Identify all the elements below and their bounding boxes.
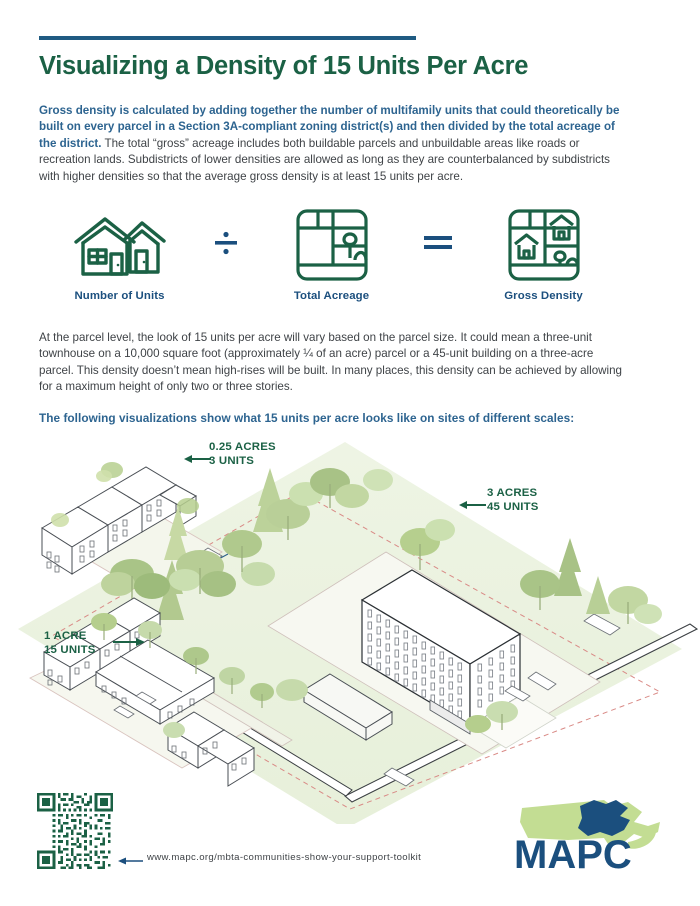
intro-paragraph-rest: The total “gross” acreage includes both buildable parcels and unbuildable areas like roads or recreation lands. Subdistricts of lower densities are allowed as long as they are counterbalanced by subdistricts with higher densities so that the average gross density is at least 15 units per acre. (39, 136, 610, 183)
callout-quarter-acre-arrow-icon (184, 453, 212, 465)
formula-result (469, 206, 619, 302)
callout-one-acre-units: 15 UNITS (44, 643, 96, 656)
callout-three-acre-units: 45 UNITS (487, 500, 539, 513)
parcel-level-paragraph: At the parcel level, the look of 15 units per acre will vary based on the parcel size. It could mean a three-unit townhouse on a 10,000 square foot (approximately ¼ of an acre) parcel or a 45-unit building on a three-acre parcel. This density doesn’t mean high-rises will be built. In many places, this density can be achieved by allowing for a maximum height of only two or three stories. (39, 331, 622, 394)
divide-operator (195, 206, 257, 280)
equals-operator (407, 206, 469, 280)
formula-numerator (45, 206, 195, 302)
intro-paragraph (39, 103, 624, 185)
two-houses-icon (72, 206, 168, 284)
formula-numerator-label: Number of Units (74, 290, 165, 302)
formula-result-label: Gross Density (504, 290, 583, 302)
page-title: Visualizing a Density of 15 Units Per Acre (39, 52, 529, 80)
isometric-site-visualization (0, 424, 700, 824)
callout-one-acre (44, 630, 96, 657)
mapc-wordmark: MAPC (514, 833, 632, 877)
footer-arrow-icon (118, 855, 144, 867)
header-rule (39, 36, 416, 40)
callout-quarter-acre-units: 3 UNITS (209, 454, 255, 467)
callout-three-acre (487, 487, 539, 514)
callout-three-acre-arrow-icon (459, 499, 487, 511)
callout-quarter-acre (209, 441, 276, 468)
callout-one-acre-arrow-icon (113, 636, 145, 648)
formula-denominator-label: Total Acreage (293, 290, 370, 302)
parcel-map-with-houses-icon (507, 206, 581, 284)
metro-region (578, 800, 630, 836)
visualizations-intro: The following visualizations show what 15 units per acre looks like on sites of different scales: (39, 411, 575, 425)
qr-code[interactable] (37, 793, 113, 869)
intro-paragraph-bold: Gross density is calculated by adding together the number of multifamily units that could theoretically be built on every parcel in a Section 3A-compliant zoning district(s) and then divided by the total acreage of the district. (39, 104, 620, 150)
callout-quarter-acre-acres: 0.25 ACRES (209, 441, 276, 453)
formula-denominator (257, 206, 407, 302)
density-formula (39, 206, 624, 318)
callout-three-acre-acres: 3 ACRES (487, 487, 538, 499)
toolkit-url[interactable]: www.mapc.org/mbta-communities-show-your-support-toolkit (147, 852, 422, 863)
callout-one-acre-acres: 1 ACRE (44, 630, 87, 642)
parcel-map-icon (295, 206, 369, 284)
mapc-logo (508, 792, 666, 878)
